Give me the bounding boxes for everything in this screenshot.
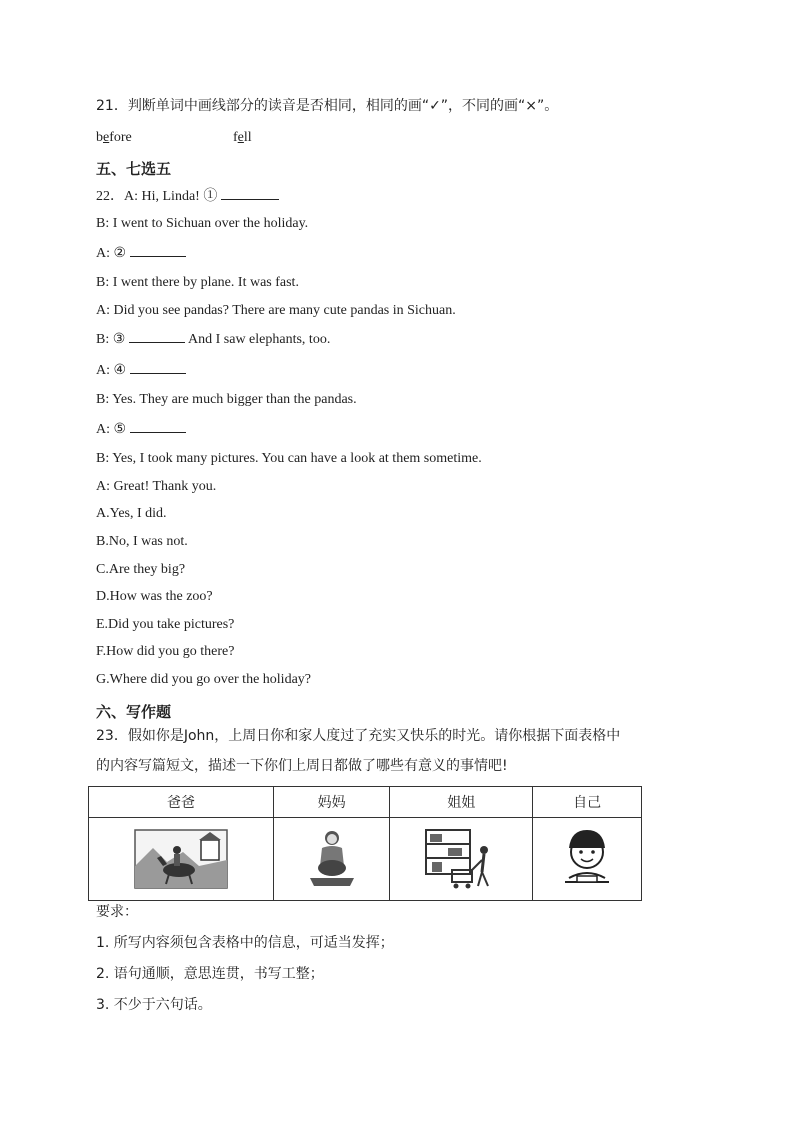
dialogue-line xyxy=(96,187,279,206)
dialogue-text: B: ③ xyxy=(96,332,126,347)
header-mom: 妈妈 xyxy=(273,787,389,818)
dialogue-line: A: Great! Thank you. xyxy=(96,479,217,494)
option-e: E.Did you take pictures? xyxy=(96,617,235,632)
requirement-3: 3. 不少于六句话。 xyxy=(96,997,212,1013)
answer-blank[interactable] xyxy=(130,361,186,374)
word-part: b xyxy=(96,130,103,145)
requirement-1: 1. 所写内容须包含表格中的信息，可适当发挥； xyxy=(96,935,394,951)
answer-blank[interactable] xyxy=(221,187,279,200)
dialogue-line: A: Did you see pandas? There are many cute pandas in Sichuan. xyxy=(96,303,456,318)
answer-blank[interactable] xyxy=(130,420,186,433)
requirements-title: 要求： xyxy=(96,904,138,920)
header-sister: 姐姐 xyxy=(390,787,533,818)
option-a: A.Yes, I did. xyxy=(96,506,167,521)
dialogue-text: A: ④ xyxy=(96,363,127,378)
header-self: 自己 xyxy=(533,787,642,818)
dialogue-line: B: Yes, I took many pictures. You can have a look at them sometime. xyxy=(96,451,482,466)
q23-prompt-line1: 23．假如你是John，上周日你和家人度过了充实又快乐的时光。请你根据下面表格中 xyxy=(96,728,621,744)
section-heading-5: 五、七选五 xyxy=(96,160,172,178)
option-b: B.No, I was not. xyxy=(96,534,188,549)
section-heading-6: 六、写作题 xyxy=(96,703,172,721)
q21-word-before xyxy=(96,129,132,147)
picture-mom-cooking xyxy=(273,818,389,901)
option-g: G.Where did you go over the holiday? xyxy=(96,672,311,687)
dialogue-line xyxy=(96,330,330,349)
word-part: ll xyxy=(243,130,252,145)
dialogue-text: A: ② xyxy=(96,246,127,261)
header-dad: 爸爸 xyxy=(89,787,274,818)
activity-table xyxy=(88,786,642,901)
underlined-letter: e xyxy=(103,130,110,145)
q21-prompt: 21．判断单词中画线部分的读音是否相同，相同的画“✓”，不同的画“×”。 xyxy=(96,98,559,114)
q23-prompt-line2: 的内容写篇短文，描述一下你们上周日都做了哪些有意义的事情吧! xyxy=(96,758,508,774)
dialogue-text: And I saw elephants, too. xyxy=(185,332,331,347)
dialogue-line: B: I went to Sichuan over the holiday. xyxy=(96,216,309,231)
option-f: F.How did you go there? xyxy=(96,644,235,659)
picture-self-studying xyxy=(533,818,642,901)
dialogue-line xyxy=(96,244,186,263)
answer-blank[interactable] xyxy=(129,330,185,343)
dialogue-line: B: I went there by plane. It was fast. xyxy=(96,275,299,290)
requirement-2: 2. 语句通顺，意思连贯，书写工整； xyxy=(96,966,324,982)
dialogue-text: A: ⑤ xyxy=(96,422,127,437)
dialogue-line xyxy=(96,361,186,380)
dialogue-line: B: Yes. They are much bigger than the pandas. xyxy=(96,392,357,407)
word-part: f xyxy=(233,130,238,145)
dialogue-line xyxy=(96,420,186,439)
dialogue-text: 22．A: Hi, Linda! ① xyxy=(96,189,218,204)
underlined-letter: e xyxy=(237,130,244,145)
picture-sister-shopping xyxy=(390,818,533,901)
picture-dad-riding-horse xyxy=(89,818,274,901)
option-d: D.How was the zoo? xyxy=(96,589,213,604)
answer-blank[interactable] xyxy=(130,244,186,257)
option-c: C.Are they big? xyxy=(96,562,186,577)
q21-word-fell xyxy=(233,129,252,147)
word-part: fore xyxy=(109,130,132,145)
